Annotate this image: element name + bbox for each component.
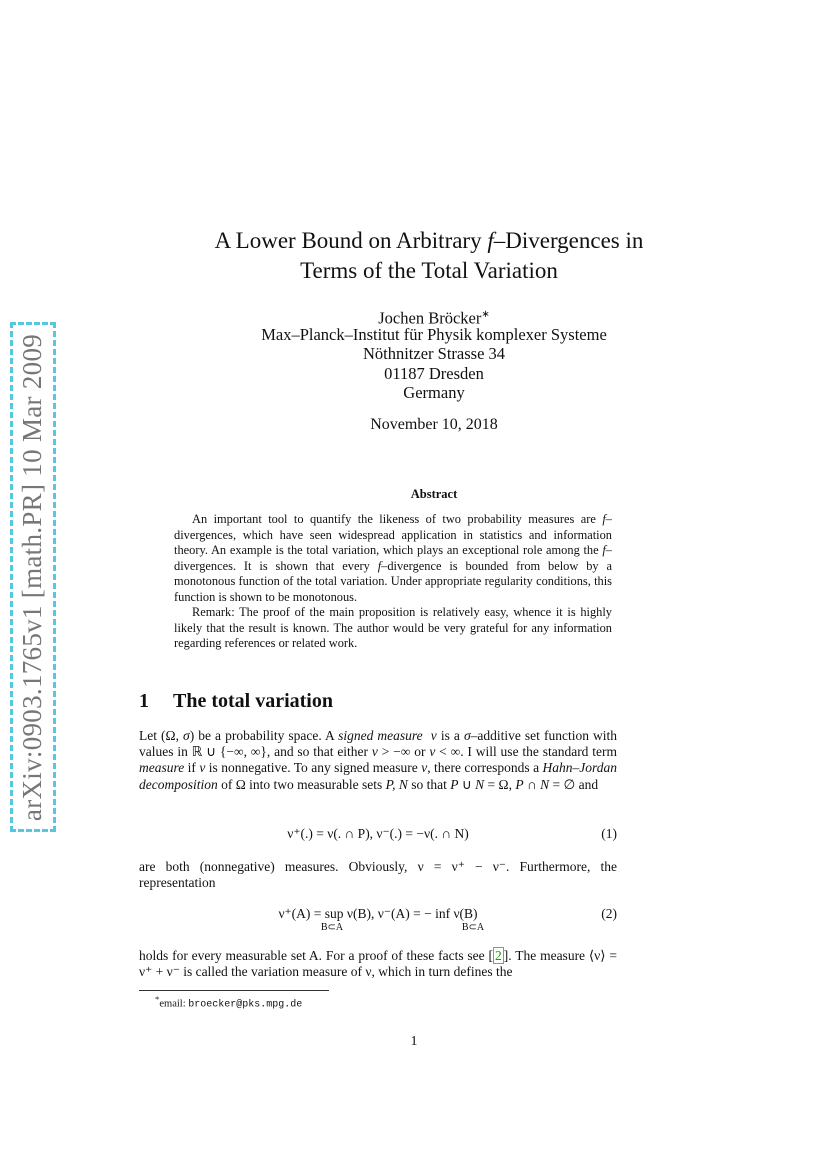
equation-1-formula: ν⁺(.) = ν(. ∩ P), ν⁻(.) = −ν(. ∩ N) bbox=[287, 826, 469, 841]
abstract-body bbox=[174, 512, 612, 652]
street-address: Nöthnitzer Strasse 34 bbox=[362, 344, 506, 363]
arxiv-stamp bbox=[10, 322, 56, 832]
affiliation: Max–Planck–Institut für Physik komplexer Systeme bbox=[261, 325, 607, 344]
paragraph-2: are both (nonnegative) measures. Obviously, ν = ν⁺ − ν⁻. Furthermore, the representation bbox=[139, 859, 617, 891]
paper-title bbox=[120, 226, 738, 286]
abstract-paragraph-2: Remark: The proof of the main proposition is relatively easy, whence it is highly likely that the result is known. The author would be very grateful for any information regarding references or related work. bbox=[174, 605, 612, 650]
page-number: 1 bbox=[410, 1034, 418, 1049]
equation-1 bbox=[139, 826, 617, 844]
title-line-1: A Lower Bound on Arbitrary f–Divergences in bbox=[214, 228, 644, 253]
title-line-2: Terms of the Total Variation bbox=[300, 258, 558, 283]
footnote-mark: * bbox=[155, 994, 160, 1004]
paragraph-3: holds for every measurable set A. For a proof of these facts see [ 2 ]. The measure ⟨ν⟩ = ν⁺ + ν⁻ is called the variation measure of ν, which in turn defines the bbox=[139, 948, 617, 980]
equation-2-inf-subscript: B⊂A bbox=[461, 922, 485, 933]
footnote-email[interactable]: broecker@pks.mpg.de bbox=[188, 999, 303, 1011]
citation-link[interactable]: 2 bbox=[495, 948, 502, 963]
equation-1-number: (1) bbox=[601, 826, 617, 841]
equation-2-sup-subscript: B⊂A bbox=[320, 922, 344, 933]
author-name: Jochen Bröcker∗ bbox=[378, 308, 490, 328]
city: 01187 Dresden bbox=[384, 364, 484, 383]
paragraph-3-end: . The measure ⟨ν⟩ = ν⁺ + ν⁻ is called the variation measure of ν, which in turn defines the bbox=[139, 948, 617, 980]
arxiv-identifier: arXiv:0903.1765v1 [math.PR] 10 Mar 2009 bbox=[17, 333, 48, 821]
equation-2-number: (2) bbox=[601, 906, 617, 921]
paragraph-1: Let (Ω, σ) be a probability space. A signed measure ν is a σ–additive set function with values in ℝ ∪ {−∞, ∞}, and so that either ν > −∞ or ν < ∞. I will use the standard term measure if ν is nonnegative. To any signed measure ν, there corresponds a Hahn–Jordan decomposition of Ω into two measurable sets P, N so that P ∪ N = Ω, P ∩ N = ∅ and bbox=[139, 728, 618, 792]
paper-date: November 10, 2018 bbox=[370, 416, 498, 433]
section-title: The total variation bbox=[173, 690, 333, 712]
footnote-label: email: bbox=[159, 998, 189, 1010]
paragraph-3-start: holds for every measurable set A. For a proof of these facts see bbox=[139, 948, 489, 963]
equation-2 bbox=[139, 906, 617, 936]
abstract-heading: Abstract bbox=[410, 487, 458, 501]
section-heading bbox=[139, 690, 333, 713]
footnote bbox=[155, 994, 302, 1011]
country: Germany bbox=[403, 383, 465, 402]
abstract-paragraph-1: An important tool to quantify the likeness of two probability measures are f–divergences, which have seen widespread application in statistics and information theory. An example is the total variation, which plays an exceptional role among the f–divergences. It is shown that every f–divergence is bounded from below by a monotonous function of the total variation. Under appropriate regularity conditions, this function is shown to be monotonous. bbox=[174, 512, 612, 604]
footnote-rule bbox=[139, 990, 329, 991]
equation-2-formula: ν⁺(A) = sup ν(B), ν⁻(A) = − inf ν(B) bbox=[278, 906, 478, 921]
section-number: 1 bbox=[139, 690, 149, 712]
